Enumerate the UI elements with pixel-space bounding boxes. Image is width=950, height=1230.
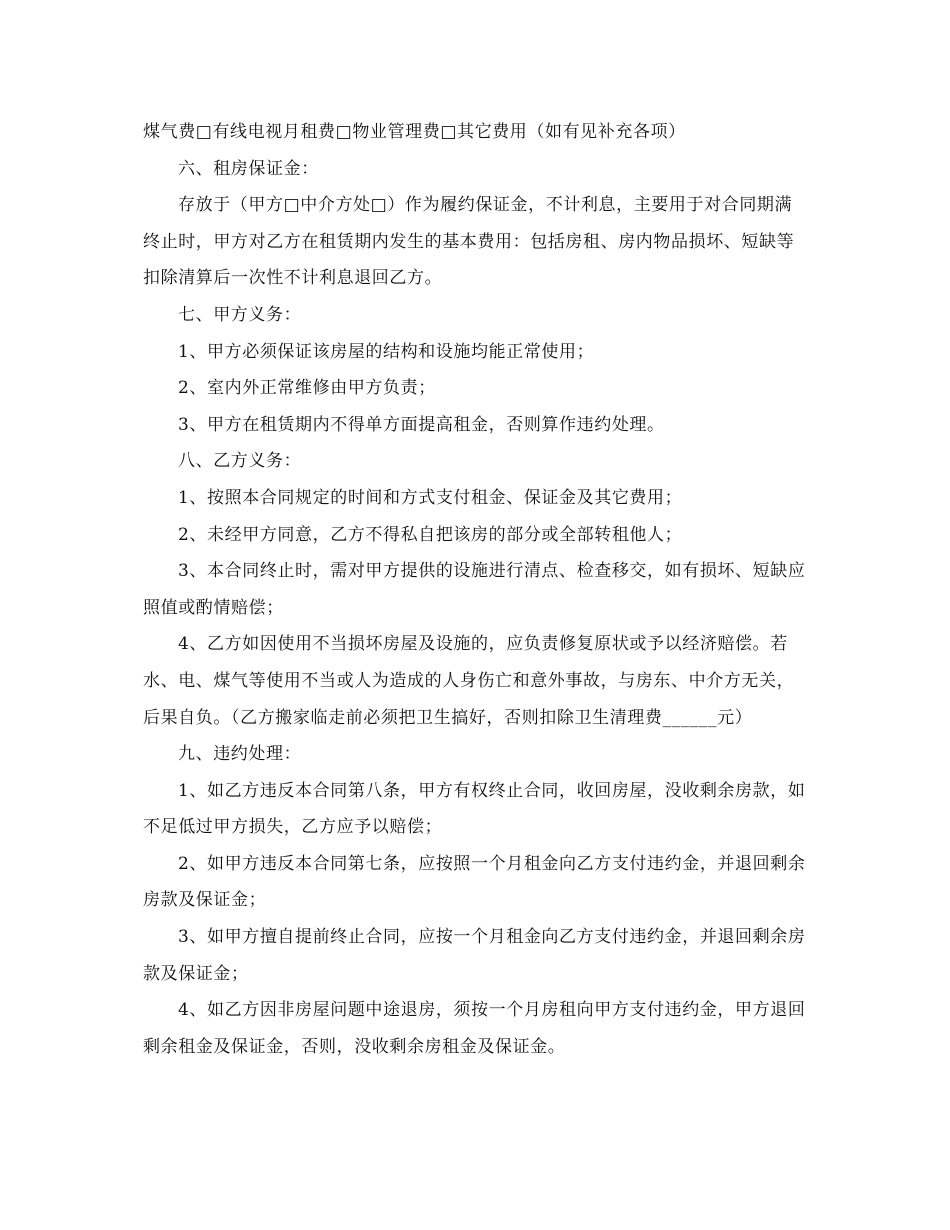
- party-a-obligation-1: 1、甲方必须保证该房屋的结构和设施均能正常使用；: [178, 341, 595, 362]
- party-b-obligation-2: 2、未经甲方同意，乙方不得私自把该房的部分或全部转租他人；: [178, 524, 683, 545]
- party-b-obligation-1: 1、按照本合同规定的时间和方式支付租金、保证金及其它费用；: [178, 487, 683, 508]
- section-heading-party-a-obligations: 七、甲方义务：: [178, 304, 302, 325]
- breach-clause-3: 3、如甲方擅自提前终止合同，应按一个月租金向乙方支付违约金，并退回剩余房款及保证金；: [143, 927, 806, 984]
- section-heading-breach: 九、违约处理：: [178, 744, 302, 765]
- party-a-obligation-2: 2、室内外正常维修由甲方负责；: [178, 378, 436, 399]
- party-a-obligation-3: 3、甲方在租赁期内不得单方面提高租金，否则算作违约处理。: [178, 414, 665, 435]
- party-b-obligation-3: 3、本合同终止时，需对甲方提供的设施进行清点、检查移交，如有损坏、短缺应照值或酌情赔偿；: [143, 561, 806, 618]
- breach-clause-1: 1、如乙方违反本合同第八条，甲方有权终止合同，收回房屋，没收剩余房款，如不足低过甲方损失，乙方应予以赔偿；: [143, 780, 806, 838]
- fees-list-line: 煤气费□有线电视月租费□物业管理费□其它费用（如有见补充各项）: [143, 122, 686, 142]
- party-b-obligation-4: 4、乙方如因使用不当损坏房屋及设施的，应负责修复原状或予以经济赔偿。若水、电、煤气等使用不当或人为造成的人身伤亡和意外事故，与房东、中介方无关，后果自负。（乙方搬家临走前必须把卫生搞好，否则扣除卫生清理费______元）: [143, 634, 795, 728]
- document-body: [143, 114, 807, 1065]
- deposit-paragraph: 存放于（甲方□中介方处□）作为履约保证金，不计利息，主要用于对合同期满终止时，甲方对乙方在租赁期内发生的基本费用：包括房租、房内物品损坏、短缺等扣除清算后一次性不计利息退回乙方。: [143, 195, 795, 289]
- section-heading-deposit: 六、租房保证金：: [178, 158, 319, 179]
- section-heading-party-b-obligations: 八、乙方义务：: [178, 451, 302, 472]
- breach-clause-4: 4、如乙方因非房屋问题中途退房，须按一个月房租向甲方支付违约金，甲方退回剩余租金及保证金，否则，没收剩余房租金及保证金。: [143, 1000, 806, 1057]
- breach-clause-2: 2、如甲方违反本合同第七条，应按照一个月租金向乙方支付违约金，并退回剩余房款及保证金；: [143, 853, 806, 911]
